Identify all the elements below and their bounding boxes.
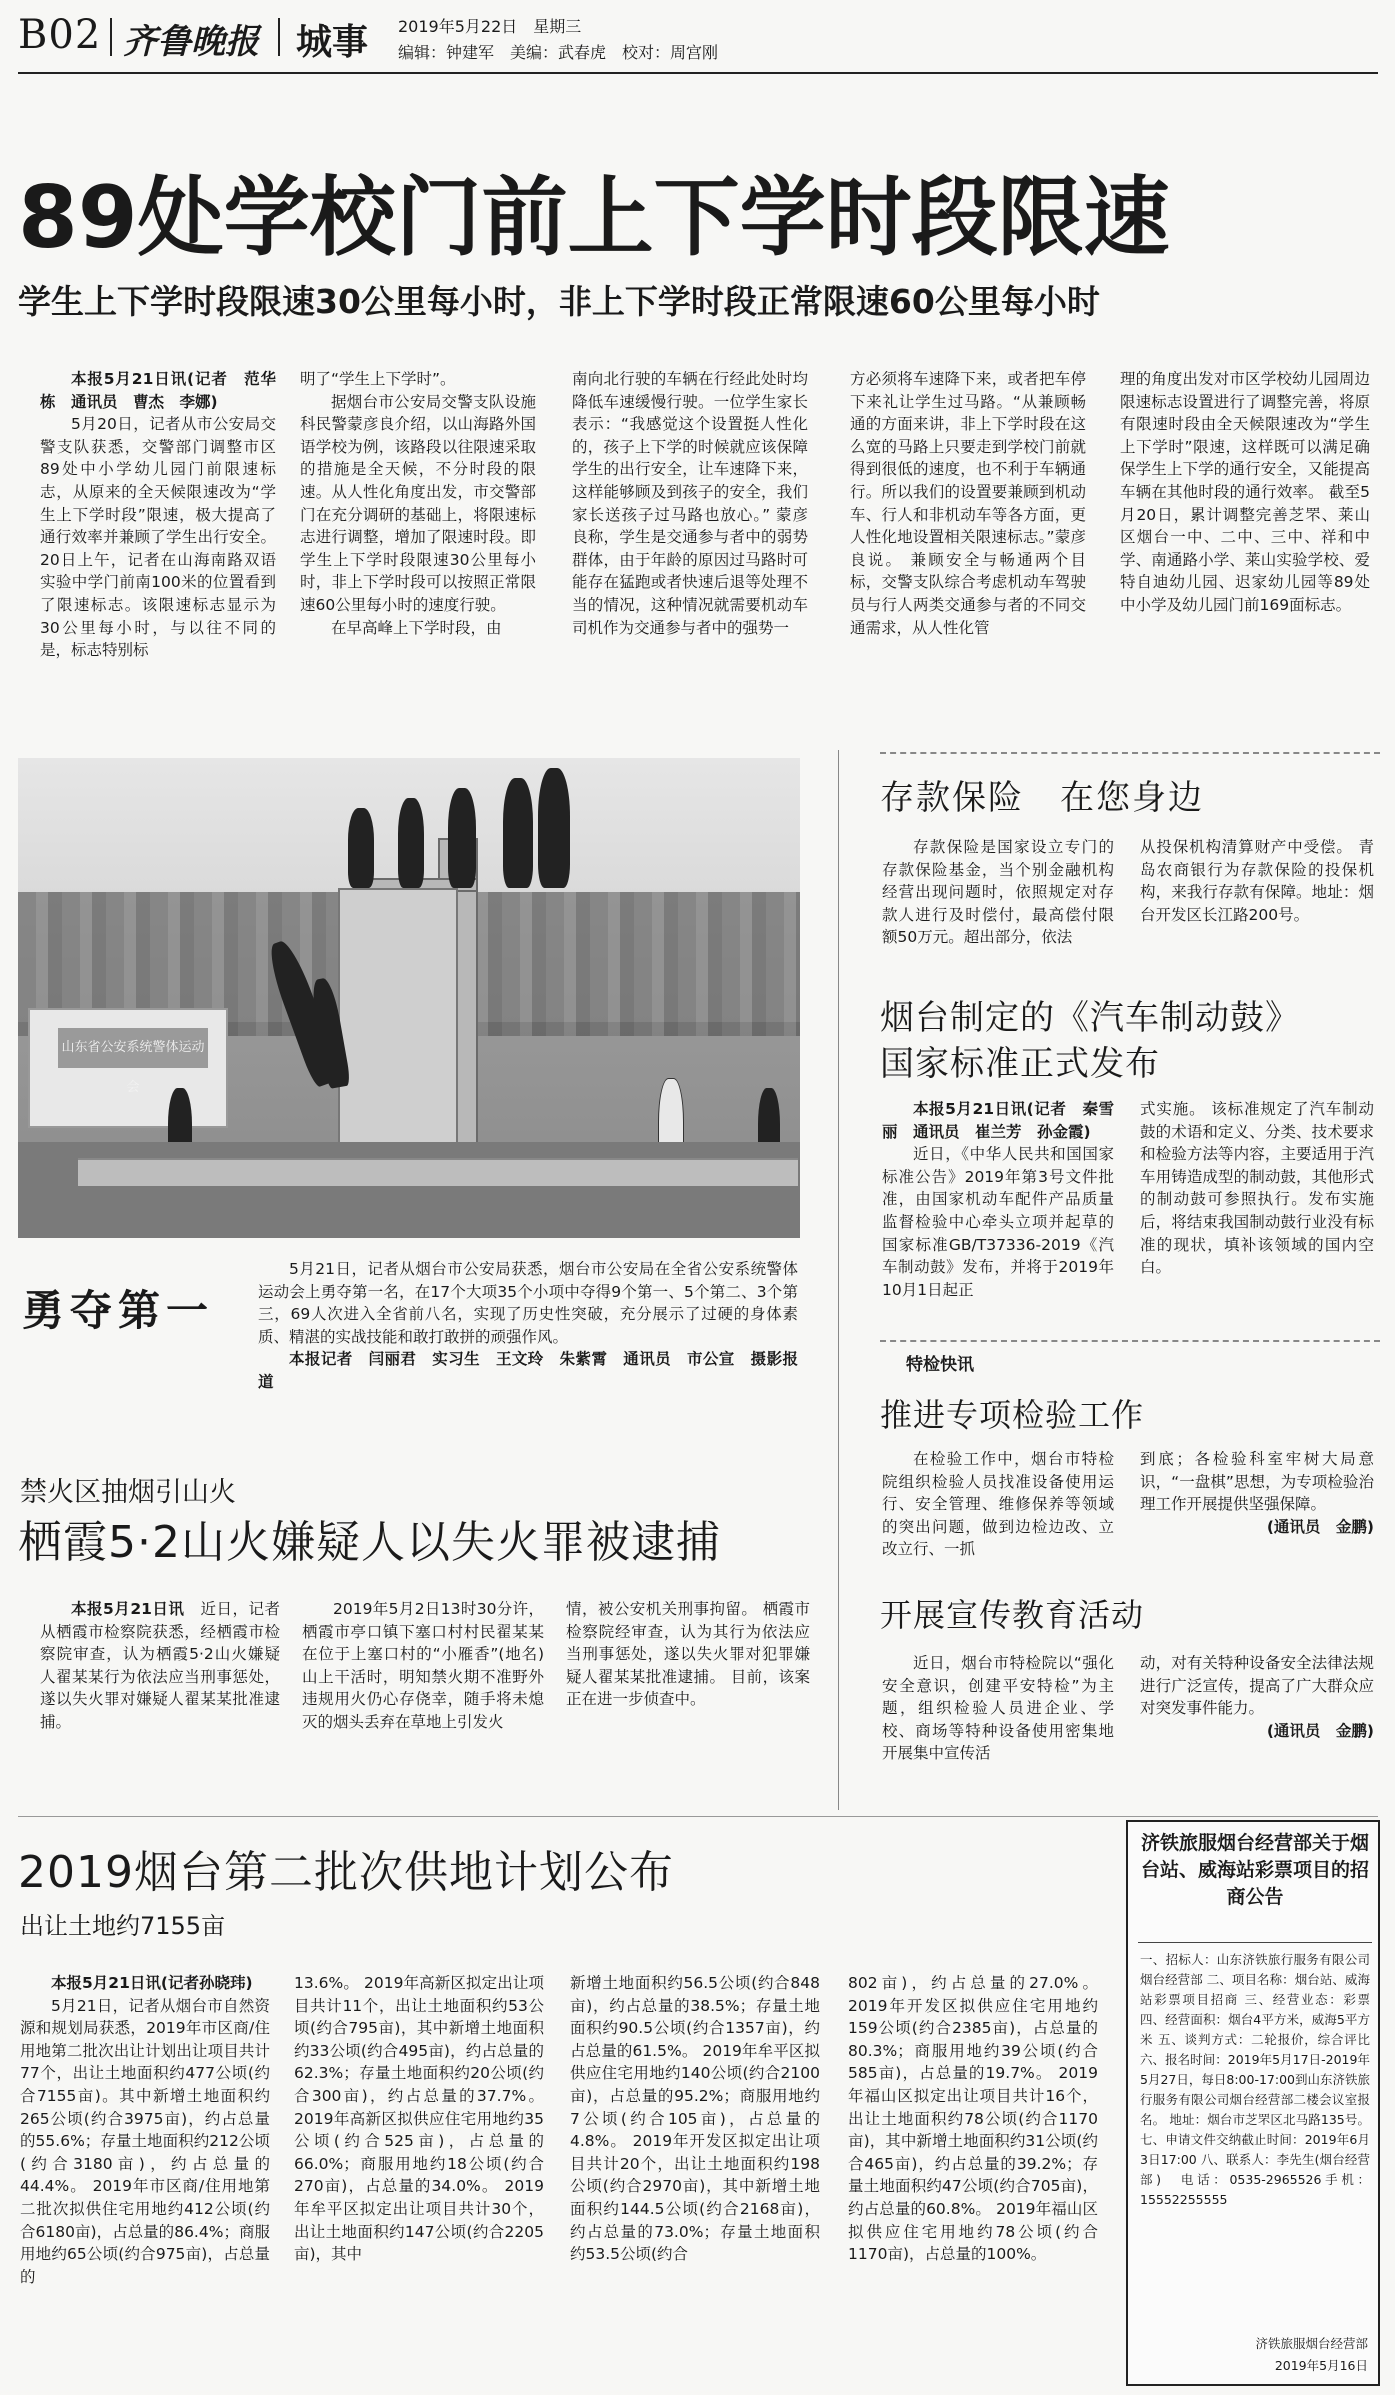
lead-col1-text: 5月20日，记者从市公安局交警支队获悉，交警部门调整市区89处中小学幼儿园门前限速标志，从原来的全天候限速改为“学生上下学时段”限速，极大提高了通行效率并兼顾了学生出行安全。 20日上午，记者在山海南路双语实验中学门前南100米的位置看到了限速标志。该限速标志显示为30公里每小时，与以往不同的是，标志特别标	[40, 415, 276, 660]
page-number: B02	[18, 12, 102, 58]
lead-col2-tail: 在早高峰上下学时段，由	[331, 618, 502, 637]
land-col-2	[294, 1972, 544, 2382]
inspection-a-col2-text: 到底；各检验科室牢树大局意识，“一盘棋”思想，为专项检验治理工作开展提供坚强保障。	[1140, 1450, 1374, 1514]
fire-col1	[40, 1598, 280, 1734]
fire-col-3	[566, 1598, 810, 1768]
inspection-b-col1-text: 近日，烟台市特检院以“强化安全意识，创建平安特检”为主题，组织检验人员进企业、学校、商场等特种设备使用密集地开展集中宣传活	[882, 1654, 1114, 1763]
notice-date: 2019年5月16日	[1274, 2358, 1368, 2373]
brake-col-1	[882, 1098, 1114, 1298]
notice-body: 一、招标人：山东济铁旅行服务有限公司烟台经营部 二、项目名称：烟台站、威海站彩票项目招商 三、经营业态：彩票 四、经营面积：烟台4平方米，威海5平方米 五、谈判方式：二轮报价，综合评比 六、报名时间：2019年5月17日-2019年5月27日，每日8:00-17:00到山东济铁旅行服务有限公司烟台经营部二楼会议室报名。 地址：烟台市芝罘区北马路135号。 七、申请文件交纳截止时间：2019年6月3日17:00 八、联系人：李先生(烟台经营部) 电话：0535-2965526手机：15552255555	[1140, 1952, 1370, 2207]
land-headline: 2019烟台第二批次供地计划公布	[18, 1847, 674, 1898]
divider-2	[278, 18, 280, 56]
lead-col3-text: 南向北行驶的车辆在行经此处时均降低车速缓慢行驶。一位学生家长表示：“我感觉这个设置挺人性化的，孩子上下学的时候就应该保障学生的出行安全，让车速降下来，这样能够顾及到孩子的安全，我们家长送孩子过马路也放心。” 蒙彦良称，学生是交通参与者中的弱势群体，由于年龄的原因过马路时可能存在猛跑或者快速后退等处理不当的情况，这种情况就需要机动车司机作为交通参与者中的强势一	[572, 370, 808, 637]
section-name: 城事	[296, 22, 369, 63]
issue-date: 2019年5月22日 星期三	[398, 17, 582, 36]
photo-caption	[258, 1258, 798, 1398]
land-col-1	[20, 1972, 270, 2382]
inspection-b-col-1	[882, 1652, 1114, 1782]
land-byline: 本报5月21日讯(记者孙晓玮)	[51, 1974, 253, 1992]
fire-col-2	[302, 1598, 544, 1768]
staff-credits: 编辑：钟建军 美编：武春虎 校对：周宫刚	[398, 43, 719, 62]
brake-col-2	[1140, 1098, 1374, 1298]
fire-col1-text: 近日，记者从栖霞市检察院获悉，经栖霞市检察院审查，认为栖霞5·2山火嫌疑人翟某某行为依法应当刑事惩处，遂以失火罪对嫌疑人翟某某批准逮捕。	[40, 1600, 280, 1731]
lead-col-2	[300, 368, 536, 708]
section-rule	[18, 1816, 1378, 1817]
fire-headline: 栖霞5·2山火嫌疑人以失火罪被逮捕	[18, 1517, 721, 1568]
lead-col2-text: 据烟台市公安局交警支队设施科民警蒙彦良介绍，以山海路外国语学校为例，该路段以往限速采取的措施是全天候，不分时段的限速。从人性化角度出发，市交警部门在充分调研的基础上，将限速标志进行调整，增加了限速时段。即学生上下学时段限速30公里每小时，非上下学时段可以按照正常限速60公里每小时的速度行驶。	[300, 392, 536, 614]
inspection-a-credit: (通讯员 金鹏)	[1266, 1517, 1374, 1536]
lead-col-3	[572, 368, 808, 708]
deposit-col-1	[882, 836, 1114, 966]
masthead-rule	[18, 72, 1378, 74]
fire-col2-text: 2019年5月2日13时30分许，栖霞市亭口镇下塞口村村民翟某某在位于上塞口村的“小雁香”(地名)山上干活时，明知禁火期不准野外违规用火仍心存侥幸，随手将未熄灭的烟头丢弃在草地上引发火	[302, 1600, 544, 1731]
deposit-col1-text: 存款保险是国家设立专门的存款保险基金，当个别金融机构经营出现问题时，依照规定对存款人进行及时偿付，最高偿付限额50万元。超出部分，依法	[882, 838, 1114, 947]
inspection-headline-2: 开展宣传教育活动	[880, 1596, 1145, 1634]
sports-photo	[18, 758, 800, 1238]
fire-kicker: 禁火区抽烟引山火	[20, 1477, 236, 1508]
inspection-a-col1-text: 在检验工作中，烟台市特检院组织检验人员找准设备使用运行、安全管理、维修保养等领域的突出问题，做到边检边改、立改立行、一抓	[882, 1450, 1114, 1559]
inspection-headline-1: 推进专项检验工作	[880, 1396, 1145, 1434]
notice-title: 济铁旅服烟台经营部关于烟台站、威海站彩票项目的招商公告	[1140, 1832, 1369, 1908]
brake-col1-text: 近日，《中华人民共和国国家标准公告》2019年第3号文件批准，由国家机动车配件产品质量监督检验中心牵头立项并起草的国家标准GB/T37336-2019《汽车制动鼓》发布，并将于2019年10月1日起正	[882, 1145, 1114, 1299]
deposit-col2-text: 从投保机构清算财产中受偿。 青岛农商银行为存款保险的投保机构，来我行存款有保障。地址：烟台开发区长江路200号。	[1140, 838, 1374, 924]
land-col2-text: 13.6%。 2019年高新区拟定出让项目共计11个，出让土地面积约53公顷(约合795亩)，其中新增土地面积约33公顷(约合495亩)，约占总量的62.3%；存量土地面积约20公顷(约合300亩)，约占总量的37.7%。 2019年高新区拟供应住宅用地约35公顷(约合525亩)，占总量的66.0%；商服用地约18公顷(约合270亩)，占总量的34.0%。 2019年牟平区拟定出让项目共计30个，出让土地面积约147公顷(约合2205亩)，其中	[294, 1974, 544, 2264]
lead-col-1	[40, 368, 276, 708]
land-col-4	[848, 1972, 1098, 2382]
photo-banner-text: 山东省公安系统警体运动会	[61, 1040, 205, 1095]
land-col3-text: 新增土地面积约56.5公顷(约合848亩)，约占总量的38.5%；存量土地面积约90.5公顷(约合1357亩)，约占总量的61.5%。 2019年牟平区拟供应住宅用地约140公顷(约合2100亩)，占总量的95.2%；商服用地约7公顷(约合105亩)，占总量的4.8%。 2019年开发区拟定出让项目共计20个，出让土地面积约198公顷(约合2970亩)，其中新增土地面积约144.5公顷(约合2168亩)，约占总量的73.0%；存量土地面积约53.5公顷(约合	[570, 1974, 820, 2264]
photo-banner	[58, 1028, 208, 1095]
inspection-a-col-2	[1140, 1448, 1374, 1568]
deposit-dashes	[880, 752, 1380, 754]
lead-col2-lead: 明了“学生上下学时”。	[300, 370, 456, 388]
land-col-3	[570, 1972, 820, 2382]
photo-story-title: 勇夺第一	[22, 1286, 215, 1335]
inspection-a-col-1	[882, 1448, 1114, 1568]
notice-sign: 济铁旅服烟台经营部	[1255, 2336, 1368, 2351]
inspection-b-col2-text: 动，对有关特种设备安全法律法规进行广泛宣传，提高了广大群众应对突发事件能力。	[1140, 1654, 1374, 1718]
divider-1	[110, 18, 112, 56]
lead-col5-text: 理的角度出发对市区学校幼儿园周边限速标志设置进行了调整完善，将原有限速时段由全天候限速改为“学生上下学时”限速，这样既可以满足确保学生上下学的通行安全，又能提高车辆在其他时段的通行效率。 截至5月20日，累计调整完善芝罘、莱山区烟台一中、二中、三中、祥和中学、南通路小学、莱山实验学校、爱特自迪幼儿园、迟家幼儿园等89处中小学及幼儿园门前169面标志。	[1120, 370, 1370, 614]
land-col4-text: 802亩)，约占总量的27.0%。 2019年开发区拟供应住宅用地约159公顷(约合2385亩)，占总量的80.3%；商服用地约39公顷(约合585亩)，占总量的19.7%。 2019年福山区拟定出让项目共计16个，出让土地面积约78公顷(约合1170亩)，其中新增土地面积约31公顷(约合465亩)，约占总量的39.2%；存量土地面积约47公顷(约合705亩)，约占总量的60.8%。 2019年福山区拟供应住宅用地约78公顷(约合1170亩)，占总量的100%。	[848, 1974, 1098, 2264]
brake-headline-2: 国家标准正式发布	[880, 1044, 1160, 1084]
masthead	[18, 8, 1378, 68]
fire-col-1	[40, 1598, 280, 1768]
column-divider	[838, 750, 839, 1810]
deposit-headline: 存款保险 在您身边	[880, 778, 1204, 818]
fire-byline: 本报5月21日讯	[71, 1600, 185, 1618]
deposit-col-2	[1140, 836, 1374, 966]
lead-subhead: 学生上下学时段限速30公里每小时，非上下学时段正常限速60公里每小时	[18, 282, 1100, 321]
land-subhead: 出让土地约7155亩	[20, 1912, 226, 1940]
lead-col-5	[1120, 368, 1370, 708]
photo-credit: 本报记者 闫丽君 实习生 王文玲 朱紫霄 通讯员 市公宣 摄影报道	[258, 1350, 798, 1391]
land-col1-text: 5月21日，记者从烟台市自然资源和规划局获悉，2019年市区商/住用地第二批次出让计划出让项目共计77个，出让土地面积约477公顷(约合7155亩)。其中新增土地面积约265公顷(约合3975亩)，约占总量的55.6%；存量土地面积约212公顷(约合3180亩)，约占总量的44.4%。 2019年市区商/住用地第二批次拟供住宅用地约412公顷(约合6180亩)，占总量的86.4%；商服用地约65公顷(约合975亩)，占总量的	[20, 1996, 270, 2286]
lead-col4-text: 方必须将车速降下来，或者把车停下来礼让学生过马路。“从兼顾畅通的方面来讲，非上下学时段在这么宽的马路上只要走到学校门前就得到很低的速度，也不利于车辆通行。所以我们的设置要兼顾到机动车、行人和非机动车等各方面，更人性化地设置相关限速标志。”蒙彦良说。 兼顾安全与畅通两个目标，交警支队综合考虑机动车驾驶员与行人两类交通参与者的不同交通需求，从人性化管	[850, 370, 1086, 637]
photo-caption-text: 5月21日，记者从烟台市公安局获悉，烟台市公安局在全省公安系统警体运动会上勇夺第一名，在17个大项35个小项中夺得9个第一、5个第二、3个第三，69人次进入全省前八名，实现了历史性突破，充分展示了过硬的身体素质、精湛的实战技能和敢打敢拼的顽强作风。	[258, 1260, 798, 1346]
inspection-b-col-2	[1140, 1652, 1374, 1782]
inspection-b-credit: (通讯员 金鹏)	[1266, 1721, 1374, 1740]
lead-col-4	[850, 368, 1086, 708]
fire-col3-text: 情，被公安机关刑事拘留。 栖霞市检察院经审查，认为其行为依法应当刑事惩处，遂以失火罪对犯罪嫌疑人翟某某批准逮捕。 目前，该案正在进一步侦查中。	[566, 1600, 810, 1709]
brake-headline-1: 烟台制定的《汽车制动鼓》	[880, 998, 1300, 1038]
notice-title-rule	[1138, 1942, 1372, 1943]
brake-byline: 本报5月21日讯(记者 秦雪丽 通讯员 崔兰芳 孙金霞)	[882, 1100, 1114, 1141]
inspection-tag: 特检快讯	[900, 1350, 980, 1375]
brake-col2-text: 式实施。 该标准规定了汽车制动鼓的术语和定义、分类、技术要求和检验方法等内容，主要适用于汽车用铸造成型的制动鼓，其他形式的制动鼓可参照执行。发布实施后，将结束我国制动鼓行业没有标准的现状，填补该领域的国内空白。	[1140, 1100, 1374, 1277]
paper-logo: 齐鲁晚报	[123, 22, 259, 62]
lead-headline: 89处学校门前上下学时段限速	[18, 168, 1170, 268]
lead-byline: 本报5月21日讯(记者 范华栋 通讯员 曹杰 李娜)	[40, 370, 276, 411]
tender-notice	[1126, 1820, 1380, 2386]
